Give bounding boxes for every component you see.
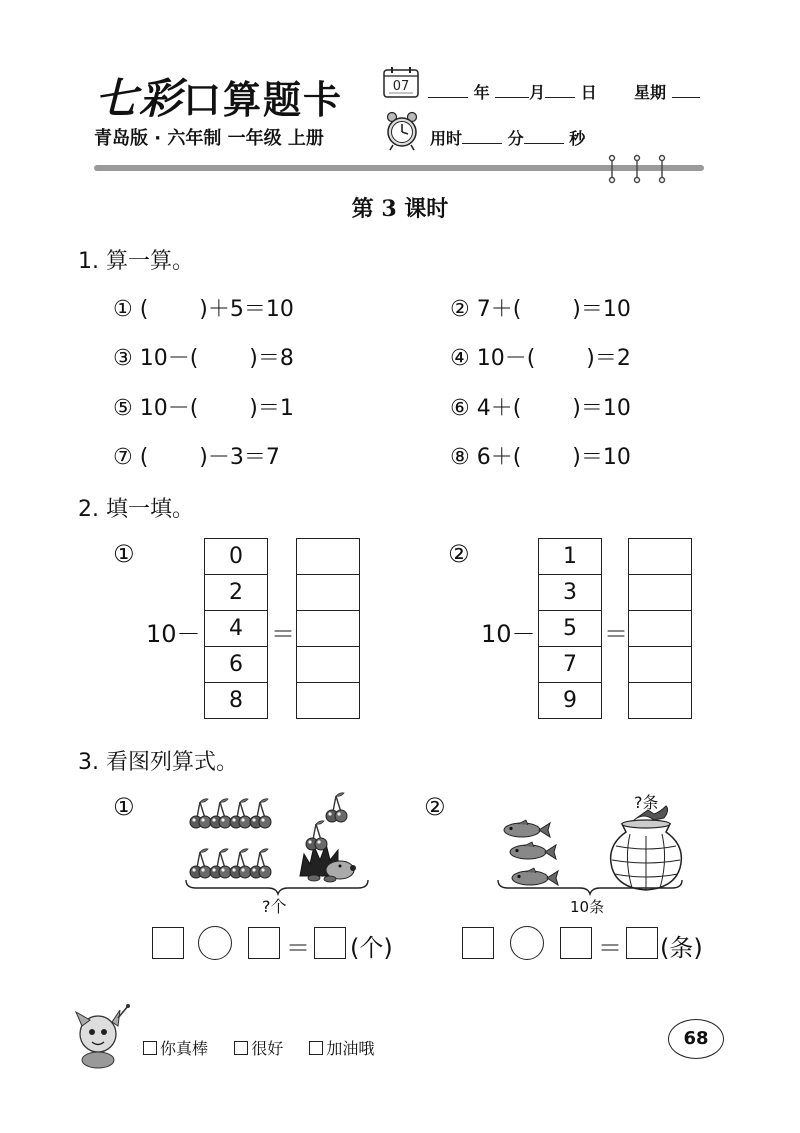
equation-8[interactable]: ⑧ 6＋( )＝10 — [450, 445, 631, 470]
month-label: 月 — [529, 83, 546, 102]
cherries-hedgehog-illustration — [180, 788, 380, 896]
fill-left-marker: ① — [113, 540, 135, 568]
edition-subtitle: 青岛版 · 六年制 一年级 上册 — [94, 128, 324, 149]
eval-option-try-harder[interactable]: 加油哦 — [309, 1039, 374, 1058]
lesson-title: 第 3 课时 — [351, 196, 449, 222]
hedgehog-icon — [300, 844, 356, 882]
time-fields — [430, 126, 585, 149]
answer-box[interactable] — [462, 927, 494, 959]
time-label: 用时 — [430, 129, 463, 148]
fill-left-answers — [296, 538, 360, 719]
cherry-icon — [306, 821, 327, 850]
calendar-icon — [383, 66, 419, 98]
section-3-title: 3. 看图列算式。 — [78, 750, 238, 775]
day-blank[interactable] — [545, 83, 575, 98]
week-blank[interactable] — [672, 83, 700, 98]
cherry-icon — [210, 799, 231, 828]
cherry-icon — [190, 849, 211, 878]
cherry-icon — [326, 793, 347, 822]
pot-icon — [611, 806, 682, 890]
cherry-icon — [250, 849, 271, 878]
ring-binder-decoration — [600, 154, 680, 184]
brace — [186, 880, 368, 894]
cherry-icon — [230, 849, 251, 878]
fish-pot-illustration — [494, 800, 694, 900]
checkbox-icon[interactable] — [234, 1041, 248, 1055]
equation-2[interactable]: ② 7＋( )＝10 — [450, 297, 631, 322]
evaluation-options — [143, 1036, 374, 1059]
fill-right-equals: ＝ — [604, 620, 628, 648]
unit-label: (个) — [350, 934, 393, 962]
answer-cell[interactable] — [629, 683, 692, 719]
week-label: 星期 — [633, 83, 666, 102]
subtrahend-cell: 7 — [539, 647, 602, 683]
cherry-icon — [190, 799, 211, 828]
equals-sign: ＝ — [286, 934, 310, 962]
equation-4[interactable]: ④ 10－( )＝2 — [450, 346, 631, 371]
cartoon-mascot-icon — [70, 1004, 134, 1070]
fish-brace-label: 10条 — [570, 898, 605, 916]
alarm-clock-icon — [385, 111, 419, 151]
month-blank[interactable] — [495, 83, 529, 98]
picture-right-marker: ② — [424, 793, 446, 821]
picture-left-marker: ① — [113, 793, 135, 821]
result-box[interactable] — [626, 927, 658, 959]
fill-right-answers — [628, 538, 692, 719]
subtrahend-cell: 5 — [539, 611, 602, 647]
minutes-label: 分 — [507, 129, 524, 148]
seconds-blank[interactable] — [524, 129, 564, 144]
seconds-label: 秒 — [569, 129, 586, 148]
brand-qicai: 七彩 — [95, 74, 184, 123]
fill-right-marker: ② — [448, 540, 470, 568]
subtrahend-cell: 6 — [205, 647, 268, 683]
subtrahend-cell: 4 — [205, 611, 268, 647]
cherry-icon — [210, 849, 231, 878]
answer-box[interactable] — [248, 927, 280, 959]
checkbox-icon[interactable] — [309, 1041, 323, 1055]
answer-cell[interactable] — [629, 611, 692, 647]
fill-left-prefix: 10－ — [146, 620, 201, 648]
fish-icon — [512, 868, 558, 885]
answer-cell[interactable] — [297, 683, 360, 719]
date-fields — [428, 80, 700, 103]
subtrahend-cell: 8 — [205, 683, 268, 719]
subtrahend-cell: 3 — [539, 575, 602, 611]
fill-right-prefix: 10－ — [481, 620, 536, 648]
fill-right-subtrahends — [538, 538, 602, 719]
fish-icon — [510, 842, 556, 859]
cherries-brace-label: ?个 — [262, 897, 287, 916]
fill-left-equals: ＝ — [271, 620, 295, 648]
calendar-number: 07 — [392, 79, 410, 94]
brand-rest: 口算题卡 — [183, 78, 344, 122]
section-2-title: 2. 填一填。 — [78, 497, 194, 522]
answer-cell[interactable] — [629, 539, 692, 575]
subtrahend-cell: 0 — [205, 539, 268, 575]
answer-cell[interactable] — [297, 539, 360, 575]
answer-cell[interactable] — [629, 575, 692, 611]
eval-option-great[interactable]: 你真棒 — [143, 1039, 208, 1058]
day-label: 日 — [580, 83, 597, 102]
answer-cell[interactable] — [297, 611, 360, 647]
answer-box[interactable] — [152, 927, 184, 959]
equation-1[interactable]: ① ( )＋5＝10 — [113, 297, 294, 322]
pot-question-label: ?条 — [634, 793, 659, 812]
year-label: 年 — [473, 83, 490, 102]
fill-left-subtrahends — [204, 538, 268, 719]
cherry-icon — [230, 799, 251, 828]
answer-cell[interactable] — [297, 575, 360, 611]
answer-cell[interactable] — [629, 647, 692, 683]
operator-circle[interactable] — [510, 926, 544, 960]
equation-7[interactable]: ⑦ ( )－3＝7 — [113, 445, 280, 470]
section-1-title: 1. 算一算。 — [78, 249, 194, 274]
page-number: 68 — [668, 1019, 724, 1059]
answer-cell[interactable] — [297, 647, 360, 683]
cherry-icon — [250, 799, 271, 828]
equals-sign: ＝ — [598, 934, 622, 962]
minutes-blank[interactable] — [462, 129, 502, 144]
equation-3[interactable]: ③ 10－( )＝8 — [113, 346, 294, 371]
fish-icon — [504, 820, 550, 837]
subtrahend-cell: 1 — [539, 539, 602, 575]
year-blank[interactable] — [428, 83, 468, 98]
unit-label: (条) — [660, 934, 703, 962]
subtrahend-cell: 2 — [205, 575, 268, 611]
operator-circle[interactable] — [198, 926, 232, 960]
checkbox-icon[interactable] — [143, 1041, 157, 1055]
equation-5[interactable]: ⑤ 10－( )＝1 — [113, 396, 294, 421]
subtrahend-cell: 9 — [539, 683, 602, 719]
result-box[interactable] — [314, 927, 346, 959]
equation-6[interactable]: ⑥ 4＋( )＝10 — [450, 396, 631, 421]
brand-title — [95, 66, 343, 126]
eval-option-good[interactable]: 很好 — [234, 1039, 283, 1058]
answer-box[interactable] — [560, 927, 592, 959]
